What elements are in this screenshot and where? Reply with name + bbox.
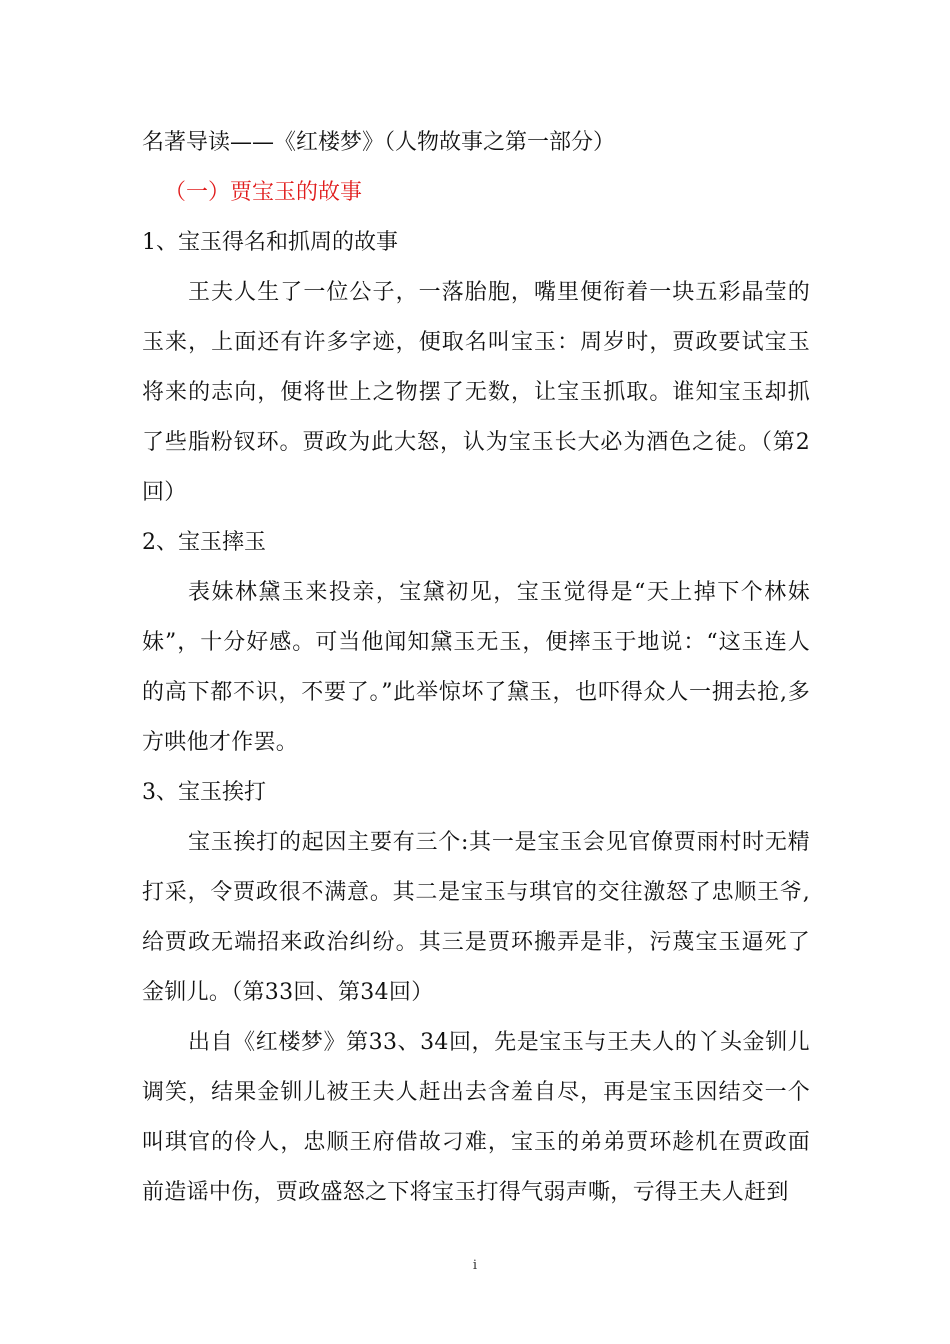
document-title: 名著导读——《红楼梦》（人物故事之第一部分） <box>142 130 616 155</box>
story-paragraph: 表妹林黛玉来投亲，宝黛初见，宝玉觉得是“天上掉下个林妹妹”，十分好感。可当他闻知黛玉无玉，便摔玉于地说：“这玉连人的高下都不识，不要了。”此举惊坏了黛玉，也吓得众人一拥去抢,多方哄他才作罢。 <box>142 580 810 755</box>
story-paragraph: 出自《红楼梦》第33、34回，先是宝玉与王夫人的丫头金钏儿调笑，结果金钏儿被王夫人赶出去含羞自尽，再是宝玉因结交一个叫琪官的伶人，忠顺王府借故刁难，宝玉的弟弟贾环趁机在贾政面前造谣中伤，贾政盛怒之下将宝玉打得气弱声嘶，亏得王夫人赶到 <box>142 1030 810 1205</box>
story-heading: 1、宝玉得名和抓周的故事 <box>142 230 398 255</box>
story-paragraph: 宝玉挨打的起因主要有三个:其一是宝玉会见官僚贾雨村时无精打采，令贾政很不满意。其二是宝玉与琪官的交往激怒了忠顺王爷,给贾政无端招来政治纠纷。其三是贾环搬弄是非，污蔑宝玉逼死了金钏儿。（第33回、第34回） <box>142 830 810 1005</box>
document-page <box>142 118 810 1218</box>
story-paragraph: 王夫人生了一位公子，一落胎胞，嘴里便衔着一块五彩晶莹的玉来，上面还有许多字迹，便取名叫宝玉：周岁时，贾政要试宝玉将来的志向，便将世上之物摆了无数，让宝玉抓取。谁知宝玉却抓了些脂粉钗环。贾政为此大怒，认为宝玉长大必为酒色之徒。（第2回） <box>142 280 810 505</box>
story-heading: 3、宝玉挨打 <box>142 780 266 805</box>
story-heading: 2、宝玉摔玉 <box>142 530 266 555</box>
page-number: i <box>472 1258 478 1273</box>
section-heading: （一）贾宝玉的故事 <box>164 180 363 205</box>
